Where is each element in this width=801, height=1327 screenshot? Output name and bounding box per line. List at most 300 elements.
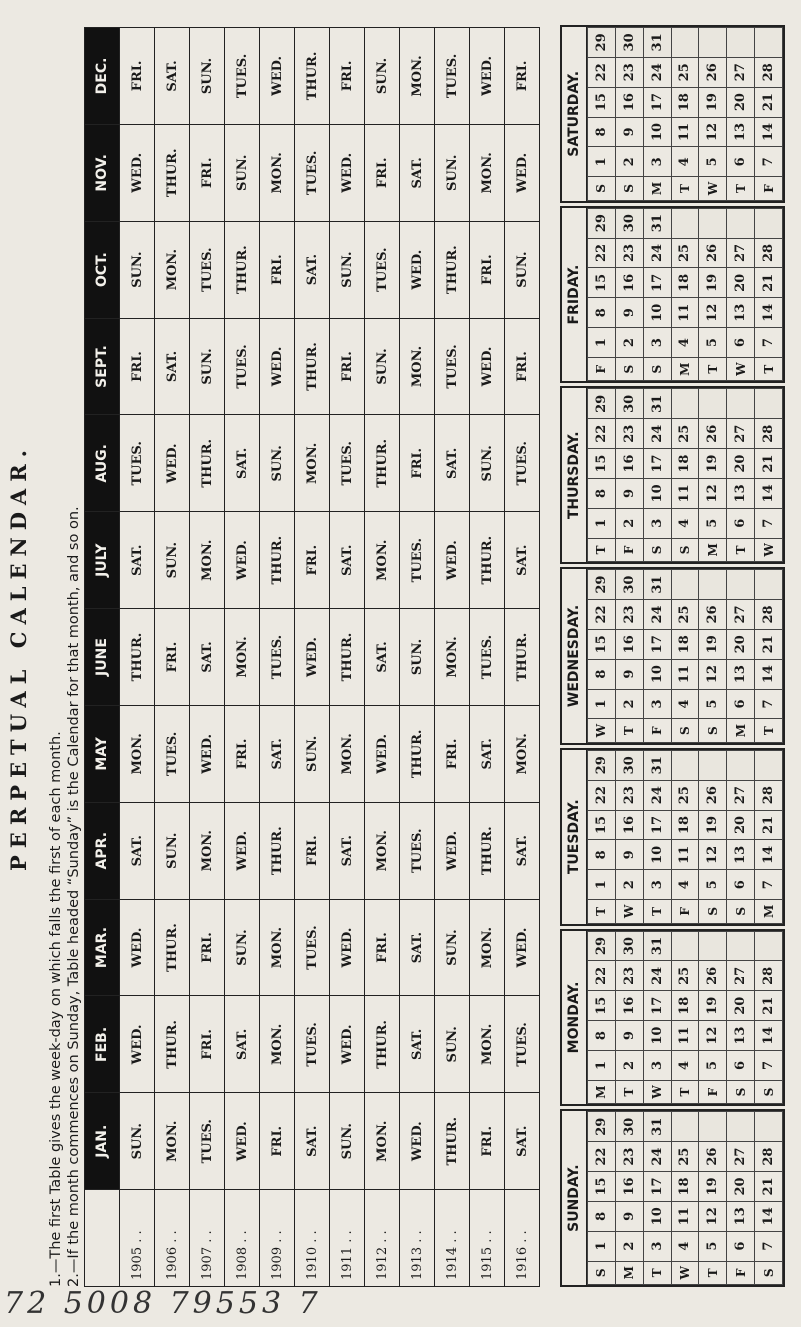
date-cell: 13: [727, 1201, 755, 1231]
date-cell: 29: [588, 27, 616, 57]
year-label: 1912 . .: [365, 1190, 400, 1287]
calendar-row: [615, 208, 643, 381]
first-weekday-cell: THUR.: [365, 996, 400, 1093]
date-cell: 8: [588, 478, 616, 508]
date-cell: 26: [699, 1142, 727, 1172]
date-cell: 4: [671, 328, 699, 358]
first-weekday-cell: THUR.: [260, 802, 295, 899]
calendar-row: [755, 389, 783, 562]
date-cell: 6: [727, 328, 755, 358]
first-weekday-cell: TUES.: [260, 609, 295, 706]
first-weekday-cell: FRI.: [190, 124, 225, 221]
calendar-row: [755, 1112, 783, 1285]
date-cell: 13: [727, 659, 755, 689]
first-weekday-cell: FRI.: [365, 899, 400, 996]
calendar-row: [615, 750, 643, 923]
year-label: 1909 . .: [260, 1190, 295, 1287]
first-weekday-cell: TUES.: [505, 415, 540, 512]
calendar-block-title: MONDAY.: [562, 931, 587, 1105]
date-cell: 7: [755, 1050, 783, 1080]
first-weekday-cell: WED.: [120, 899, 155, 996]
date-cell: 9: [615, 659, 643, 689]
date-cell: 14: [755, 659, 783, 689]
year-label: 1913 . .: [400, 1190, 435, 1287]
date-cell: [699, 1112, 727, 1142]
date-cell: 17: [643, 87, 671, 117]
weekday-letter: S: [588, 177, 616, 200]
first-weekday-cell: MON.: [155, 221, 190, 318]
first-weekday-cell: SUN.: [400, 609, 435, 706]
weekday-letter: T: [588, 538, 616, 561]
date-cell: [727, 208, 755, 238]
date-cell: 30: [615, 750, 643, 780]
first-weekday-cell: SUN.: [435, 124, 470, 221]
first-weekday-cell: THUR.: [155, 996, 190, 1093]
calendar-row: [615, 1112, 643, 1285]
first-weekday-cell: FRI.: [470, 1093, 505, 1190]
date-cell: 19: [699, 629, 727, 659]
weekday-letter: T: [671, 1080, 699, 1103]
date-cell: 3: [643, 147, 671, 177]
first-weekday-cell: WED.: [260, 28, 295, 125]
first-weekday-cell: SAT.: [505, 1093, 540, 1190]
date-cell: 1: [588, 328, 616, 358]
year-row: [505, 28, 540, 1287]
first-weekday-cell: THUR.: [260, 512, 295, 609]
first-weekday-cell: SUN.: [365, 318, 400, 415]
date-cell: 10: [643, 478, 671, 508]
calendar-row: [671, 27, 699, 200]
calendar-block: [560, 386, 785, 564]
weekday-letter: W: [727, 357, 755, 380]
weekday-letter: T: [643, 900, 671, 923]
first-weekday-cell: FRI.: [470, 221, 505, 318]
date-cell: 7: [755, 508, 783, 538]
first-weekday-cell: SAT.: [365, 609, 400, 706]
first-weekday-cell: FRI.: [225, 705, 260, 802]
date-cell: 8: [588, 840, 616, 870]
first-weekday-cell: THUR.: [470, 512, 505, 609]
weekday-letter: M: [699, 538, 727, 561]
year-row: [120, 28, 155, 1287]
first-weekday-cell: MON.: [120, 705, 155, 802]
calendar-row: [727, 389, 755, 562]
first-weekday-cell: TUES.: [330, 415, 365, 512]
calendar-row: [615, 931, 643, 1104]
month-header-row: [85, 28, 120, 1287]
date-cell: 7: [755, 870, 783, 900]
first-weekday-cell: WED.: [330, 124, 365, 221]
month-header: DEC.: [85, 28, 120, 125]
first-weekday-cell: SUN.: [505, 221, 540, 318]
weekday-letter: T: [755, 719, 783, 742]
date-cell: 23: [615, 1142, 643, 1172]
calendar-row: [727, 208, 755, 381]
date-cell: 9: [615, 1201, 643, 1231]
date-cell: 24: [643, 57, 671, 87]
date-cell: 22: [588, 238, 616, 268]
date-cell: [727, 27, 755, 57]
first-weekday-cell: WED.: [225, 802, 260, 899]
date-cell: 11: [671, 298, 699, 328]
date-cell: 18: [671, 449, 699, 479]
calendar-row: [615, 27, 643, 200]
month-header: JAN.: [85, 1093, 120, 1190]
year-label: 1915 . .: [470, 1190, 505, 1287]
calendar-row: [727, 27, 755, 200]
first-weekday-cell: SAT.: [120, 512, 155, 609]
year-label: 1911 . .: [330, 1190, 365, 1287]
calendar-grid: [587, 569, 783, 743]
date-cell: 1: [588, 508, 616, 538]
date-cell: 10: [643, 659, 671, 689]
first-weekday-cell: THUR.: [295, 318, 330, 415]
date-cell: 24: [643, 600, 671, 630]
calendar-grid: [587, 27, 783, 201]
first-weekday-cell: THUR.: [470, 802, 505, 899]
date-cell: 5: [699, 870, 727, 900]
first-weekday-cell: FRI.: [505, 28, 540, 125]
calendar-row: [671, 1112, 699, 1285]
date-cell: 9: [615, 117, 643, 147]
date-cell: 24: [643, 1142, 671, 1172]
calendar-row: [727, 570, 755, 743]
month-header: AUG.: [85, 415, 120, 512]
date-cell: 18: [671, 810, 699, 840]
date-cell: 12: [699, 478, 727, 508]
weekday-letter: M: [755, 900, 783, 923]
first-weekday-cell: FRI.: [260, 221, 295, 318]
first-weekday-cell: FRI.: [190, 899, 225, 996]
date-cell: 16: [615, 87, 643, 117]
date-cell: 3: [643, 1050, 671, 1080]
date-cell: 7: [755, 689, 783, 719]
date-cell: 1: [588, 147, 616, 177]
date-cell: 10: [643, 117, 671, 147]
date-cell: 2: [615, 1231, 643, 1261]
date-cell: 5: [699, 689, 727, 719]
date-cell: 31: [643, 750, 671, 780]
weekday-letter: W: [588, 719, 616, 742]
date-cell: [671, 389, 699, 419]
date-cell: 11: [671, 659, 699, 689]
first-weekday-cell: THUR.: [435, 1093, 470, 1190]
calendar-row: [671, 931, 699, 1104]
month-header: JULY: [85, 512, 120, 609]
first-weekday-cell: SUN.: [330, 1093, 365, 1190]
first-weekday-cell: MON.: [470, 899, 505, 996]
weekday-letter: M: [615, 1261, 643, 1284]
date-cell: 2: [615, 508, 643, 538]
calendar-row: [643, 208, 671, 381]
date-cell: 19: [699, 1172, 727, 1202]
weekday-letter: S: [643, 357, 671, 380]
date-cell: 30: [615, 931, 643, 961]
date-cell: 11: [671, 1021, 699, 1051]
first-weekday-cell: MON.: [400, 318, 435, 415]
date-cell: 16: [615, 449, 643, 479]
first-weekday-cell: SAT.: [330, 802, 365, 899]
first-weekday-cell: SAT.: [225, 415, 260, 512]
first-weekday-cell: SUN.: [155, 512, 190, 609]
first-weekday-cell: MON.: [260, 996, 295, 1093]
date-cell: 18: [671, 629, 699, 659]
date-cell: 24: [643, 419, 671, 449]
first-weekday-cell: SUN.: [365, 28, 400, 125]
weekday-letter: W: [615, 900, 643, 923]
weekday-letter: M: [643, 177, 671, 200]
date-cell: [671, 931, 699, 961]
date-cell: 13: [727, 117, 755, 147]
calendar-block-title: SUNDAY.: [562, 1111, 587, 1285]
calendar-block: [560, 567, 785, 745]
date-cell: 11: [671, 840, 699, 870]
first-weekday-cell: TUES.: [225, 318, 260, 415]
weekday-letter: T: [615, 719, 643, 742]
date-cell: 7: [755, 328, 783, 358]
date-cell: [755, 389, 783, 419]
calendar-row: [643, 389, 671, 562]
weekday-letter: T: [588, 900, 616, 923]
date-cell: 23: [615, 600, 643, 630]
calendar-row: [699, 389, 727, 562]
first-weekday-cell: TUES.: [400, 802, 435, 899]
weekday-letter: S: [755, 1080, 783, 1103]
calendar-row: [643, 750, 671, 923]
weekday-letter: S: [699, 900, 727, 923]
weekday-letter: W: [699, 177, 727, 200]
first-weekday-cell: TUES.: [295, 996, 330, 1093]
first-weekday-cell: TUES.: [435, 28, 470, 125]
weekday-letter: W: [671, 1261, 699, 1284]
date-cell: 15: [588, 991, 616, 1021]
date-cell: 28: [755, 238, 783, 268]
first-weekday-cell: SUN.: [120, 1093, 155, 1190]
date-cell: 26: [699, 961, 727, 991]
date-cell: 15: [588, 87, 616, 117]
date-cell: 1: [588, 870, 616, 900]
calendar-block: [560, 25, 785, 203]
month-header: SEPT.: [85, 318, 120, 415]
first-weekday-cell: TUES.: [435, 318, 470, 415]
date-cell: [727, 1112, 755, 1142]
date-cell: 3: [643, 870, 671, 900]
date-cell: 28: [755, 961, 783, 991]
date-cell: 7: [755, 1231, 783, 1261]
date-cell: 6: [727, 870, 755, 900]
weekday-letter: T: [671, 177, 699, 200]
calendar-row: [699, 1112, 727, 1285]
calendar-block-title: THURSDAY.: [562, 388, 587, 562]
date-cell: [699, 750, 727, 780]
date-cell: 23: [615, 961, 643, 991]
date-cell: 19: [699, 268, 727, 298]
note-first-table: 1.—The first Table gives the week-day on which falls the first of each month.: [48, 731, 64, 1287]
calendar-row: [588, 389, 616, 562]
first-weekday-cell: WED.: [330, 899, 365, 996]
date-cell: 31: [643, 389, 671, 419]
calendar-row: [699, 750, 727, 923]
first-weekday-cell: SAT.: [155, 318, 190, 415]
date-cell: 2: [615, 870, 643, 900]
calendar-row: [643, 570, 671, 743]
date-cell: 14: [755, 298, 783, 328]
first-weekday-cell: SAT.: [400, 996, 435, 1093]
first-weekday-cell: FRI.: [435, 705, 470, 802]
date-cell: 27: [727, 1142, 755, 1172]
first-weekday-cell: SUN.: [190, 28, 225, 125]
date-cell: 22: [588, 57, 616, 87]
date-cell: 29: [588, 750, 616, 780]
first-weekday-cell: MON.: [225, 609, 260, 706]
calendar-block: [560, 929, 785, 1107]
first-weekday-cell: THUR.: [190, 415, 225, 512]
first-weekday-cell: FRI.: [295, 802, 330, 899]
date-cell: 5: [699, 1050, 727, 1080]
date-cell: 3: [643, 689, 671, 719]
date-cell: 26: [699, 419, 727, 449]
first-weekday-cell: MON.: [505, 705, 540, 802]
date-cell: [699, 570, 727, 600]
date-cell: 12: [699, 1201, 727, 1231]
date-cell: 17: [643, 629, 671, 659]
first-weekday-cell: SAT.: [225, 996, 260, 1093]
calendar-block-title: WEDNESDAY.: [562, 569, 587, 743]
date-cell: [727, 750, 755, 780]
date-cell: 3: [643, 508, 671, 538]
date-cell: 19: [699, 810, 727, 840]
date-cell: 21: [755, 629, 783, 659]
date-cell: 27: [727, 961, 755, 991]
first-weekday-cell: FRI.: [365, 124, 400, 221]
calendar-row: [643, 27, 671, 200]
date-cell: 11: [671, 117, 699, 147]
weekday-letter: T: [727, 177, 755, 200]
date-cell: 2: [615, 147, 643, 177]
calendar-row: [727, 1112, 755, 1285]
date-cell: [755, 931, 783, 961]
date-cell: [699, 931, 727, 961]
date-cell: 29: [588, 208, 616, 238]
first-weekday-cell: MON.: [330, 705, 365, 802]
first-weekday-cell: THUR.: [120, 609, 155, 706]
date-cell: 13: [727, 1021, 755, 1051]
calendar-row: [699, 570, 727, 743]
first-weekday-cell: WED.: [190, 705, 225, 802]
date-cell: 27: [727, 57, 755, 87]
note-sunday-table: 2.—If the month commences on Sunday, Table headed “Sunday” is the Calendar for that month, and so on.: [66, 506, 82, 1287]
first-weekday-cell: WED.: [435, 802, 470, 899]
date-cell: 26: [699, 600, 727, 630]
first-weekday-cell: FRI.: [295, 512, 330, 609]
date-cell: 22: [588, 780, 616, 810]
first-weekday-cell: SAT.: [330, 512, 365, 609]
date-cell: 20: [727, 810, 755, 840]
month-header: FEB.: [85, 996, 120, 1093]
date-cell: 3: [643, 1231, 671, 1261]
first-weekday-cell: FRI.: [400, 415, 435, 512]
date-cell: 24: [643, 780, 671, 810]
first-weekday-cell: SAT.: [400, 899, 435, 996]
date-cell: 23: [615, 57, 643, 87]
date-cell: 16: [615, 1172, 643, 1202]
calendar-row: [588, 750, 616, 923]
first-weekday-cell: TUES.: [225, 28, 260, 125]
date-cell: 27: [727, 238, 755, 268]
date-cell: 14: [755, 117, 783, 147]
first-weekday-cell: FRI.: [260, 1093, 295, 1190]
date-cell: 19: [699, 449, 727, 479]
date-cell: 24: [643, 961, 671, 991]
first-weekday-cell: SUN.: [330, 221, 365, 318]
calendar-row: [671, 570, 699, 743]
first-weekday-cell: WED.: [225, 512, 260, 609]
year-label: 1908 . .: [225, 1190, 260, 1287]
date-cell: [755, 27, 783, 57]
first-weekday-cell: TUES.: [295, 124, 330, 221]
first-weekday-cell: TUES.: [155, 705, 190, 802]
date-cell: 25: [671, 57, 699, 87]
date-cell: 28: [755, 1142, 783, 1172]
calendar-row: [699, 931, 727, 1104]
first-weekday-cell: SAT.: [505, 802, 540, 899]
month-header: MAR.: [85, 899, 120, 996]
first-weekday-cell: MON.: [295, 415, 330, 512]
date-cell: [727, 570, 755, 600]
date-cell: 6: [727, 689, 755, 719]
year-row: [260, 28, 295, 1287]
date-cell: 18: [671, 991, 699, 1021]
date-cell: 31: [643, 931, 671, 961]
calendar-block-title: TUESDAY.: [562, 750, 587, 924]
date-cell: 18: [671, 87, 699, 117]
date-cell: 8: [588, 1201, 616, 1231]
weekday-calendars: [560, 22, 785, 1287]
calendar-row: [615, 570, 643, 743]
date-cell: 8: [588, 659, 616, 689]
month-header: APR.: [85, 802, 120, 899]
first-weekday-cell: MON.: [190, 802, 225, 899]
weekday-letter: S: [671, 538, 699, 561]
first-weekday-cell: SAT.: [470, 705, 505, 802]
date-cell: 16: [615, 810, 643, 840]
date-cell: [699, 27, 727, 57]
date-cell: 20: [727, 991, 755, 1021]
first-weekday-cell: SAT.: [295, 1093, 330, 1190]
calendar-row: [699, 27, 727, 200]
calendar-row: [643, 931, 671, 1104]
date-cell: 1: [588, 689, 616, 719]
weekday-letter: F: [699, 1080, 727, 1103]
first-weekday-cell: WED.: [365, 705, 400, 802]
date-cell: 30: [615, 1112, 643, 1142]
calendar-row: [727, 750, 755, 923]
date-cell: 5: [699, 508, 727, 538]
date-cell: 30: [615, 570, 643, 600]
date-cell: 24: [643, 238, 671, 268]
year-label: 1906 . .: [155, 1190, 190, 1287]
date-cell: [727, 931, 755, 961]
first-weekday-cell: WED.: [295, 609, 330, 706]
date-cell: 21: [755, 1172, 783, 1202]
date-cell: 21: [755, 810, 783, 840]
calendar-block-title: FRIDAY.: [562, 208, 587, 382]
weekday-letter: T: [755, 357, 783, 380]
date-cell: 5: [699, 1231, 727, 1261]
first-weekday-cell: SUN.: [260, 415, 295, 512]
first-weekday-cell: FRI.: [505, 318, 540, 415]
first-weekday-cell: SAT.: [190, 609, 225, 706]
